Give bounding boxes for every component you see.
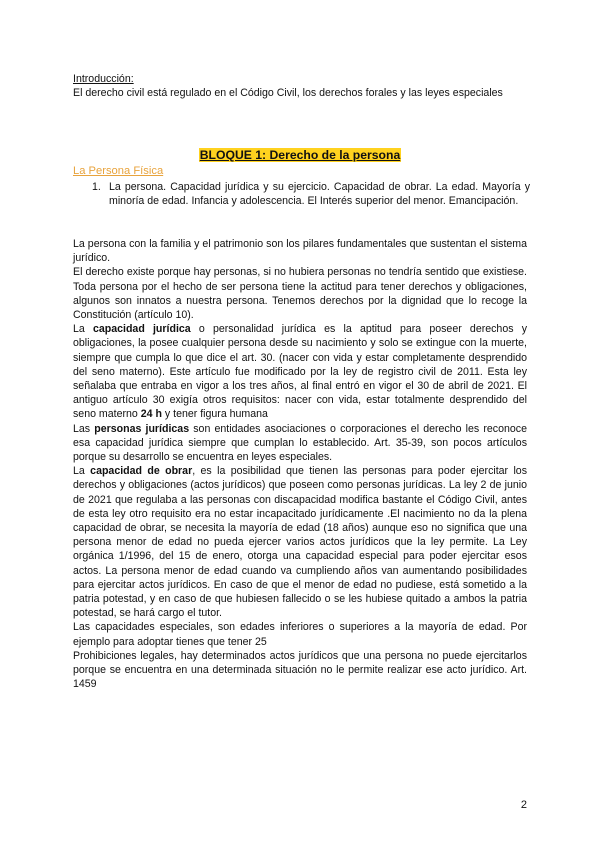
page-number: 2 bbox=[520, 799, 527, 811]
numbered-list-item bbox=[92, 180, 530, 208]
section-title: La Persona Física bbox=[73, 165, 164, 177]
intro-heading: Introducción: bbox=[73, 73, 134, 85]
block-title: BLOQUE 1: Derecho de la persona bbox=[199, 148, 401, 162]
bold-term: 24 h bbox=[140, 408, 162, 421]
text-run: Las bbox=[73, 422, 95, 435]
paragraph: El derecho existe porque hay personas, si no hubiera personas no tendría sentido que existiese. Toda persona por el hecho de ser persona tiene la actitud para tener derechos y obligaciones, algunos son innatos a nuestra persona. Tenemos derechos por la dignidad que lo recoge la Constitución (artículo 10). bbox=[73, 266, 527, 322]
list-number: 1. bbox=[92, 181, 101, 193]
paragraph: Las capacidades especiales, son edades inferiores o superiores a la mayoría de edad. Por ejemplo para adoptar tienes que tener 25 bbox=[73, 621, 527, 648]
block-title-row bbox=[0, 148, 600, 163]
text-run: son entidades asociaciones o corporaciones el derecho les reconoce esa capacidad jurídica siempre que cumplan lo establecido. Art. 35-39, son pocos artículos porque su desarrollo se encuentra en leyes especiales. bbox=[73, 422, 527, 464]
text-run: o personalidad jurídica es la aptitud para poseer derechos y obligaciones, la posee cualquier persona desde su nacimiento y solo se extingue con la muerte, siempre que cumpla lo que dice el art. 30. (nacer con vida y estar completamente desprendido del seno materno). Este artículo fue modificado por la ley de registro civil de 2011. Esta ley señalaba que entraba en vigor a los tres años, al final entró en vigor el 30 de abril de 2021. El antiguo artículo 30 exigía otros requisitos: nacer con vida, estar totalmente desprendido del seno materno bbox=[73, 323, 527, 421]
paragraph: Prohibiciones legales, hay determinados actos jurídicos que una persona no puede ejercitarlos porque se encuentra en una determinada situación no le permite realizar ese acto jurídico. Art. 1459 bbox=[73, 649, 527, 691]
bold-term: personas jurídicas bbox=[94, 422, 190, 435]
paragraph: La persona con la familia y el patrimonio son los pilares fundamentales que sustentan el sistema jurídico. bbox=[73, 238, 527, 265]
text-run: , es la posibilidad que tienen las personas para poder ejercitar los derechos y obligaciones (actos jurídicos) que poseen como personas jurídicas. La ley 2 de junio de 2021 que regulaba a las personas con discapacidad modifica bastante el Código Civil, antes de esta ley otro requisito era no estar incapacitado jurídicamente .El nacimiento no da la plena capacidad de obrar, se necesita la mayoría de edad (18 años) aunque eso no significa que una persona menor de edad no pueda ejercer varios actos jurídicos que la ley permite. La Ley orgánica 1/1996, del 15 de enero, otorga una capacidad especial para poder ejercitar esos actos. La persona menor de edad cuando va cumpliendo años van aumentando posibilidades para ejercitar actos jurídicos. En caso de que el menor de edad no pudiese, está sometido a la patria potestad, y en caso de que hubiesen fallecido o se les hubiese quitado a ambos la patria potestad, se hará cargo el tutor. bbox=[73, 465, 527, 620]
text-run: La bbox=[73, 465, 91, 478]
paragraph bbox=[73, 464, 527, 620]
bold-term: capacidad de obrar bbox=[90, 465, 193, 478]
text-run: y tener figura humana bbox=[161, 408, 268, 421]
list-item-text: La persona. Capacidad jurídica y su ejercicio. Capacidad de obrar. La edad. Mayoría y minoría de edad. Infancia y adolescencia. El Interés superior del menor. Emancipación. bbox=[109, 181, 530, 208]
text-run: La bbox=[73, 323, 93, 336]
paragraph bbox=[73, 422, 527, 465]
body-text bbox=[73, 237, 527, 692]
paragraph bbox=[73, 322, 527, 421]
intro-text: El derecho civil está regulado en el Código Civil, los derechos forales y las leyes especiales bbox=[73, 87, 503, 100]
introduction bbox=[73, 72, 543, 100]
bold-term: capacidad jurídica bbox=[92, 323, 191, 336]
